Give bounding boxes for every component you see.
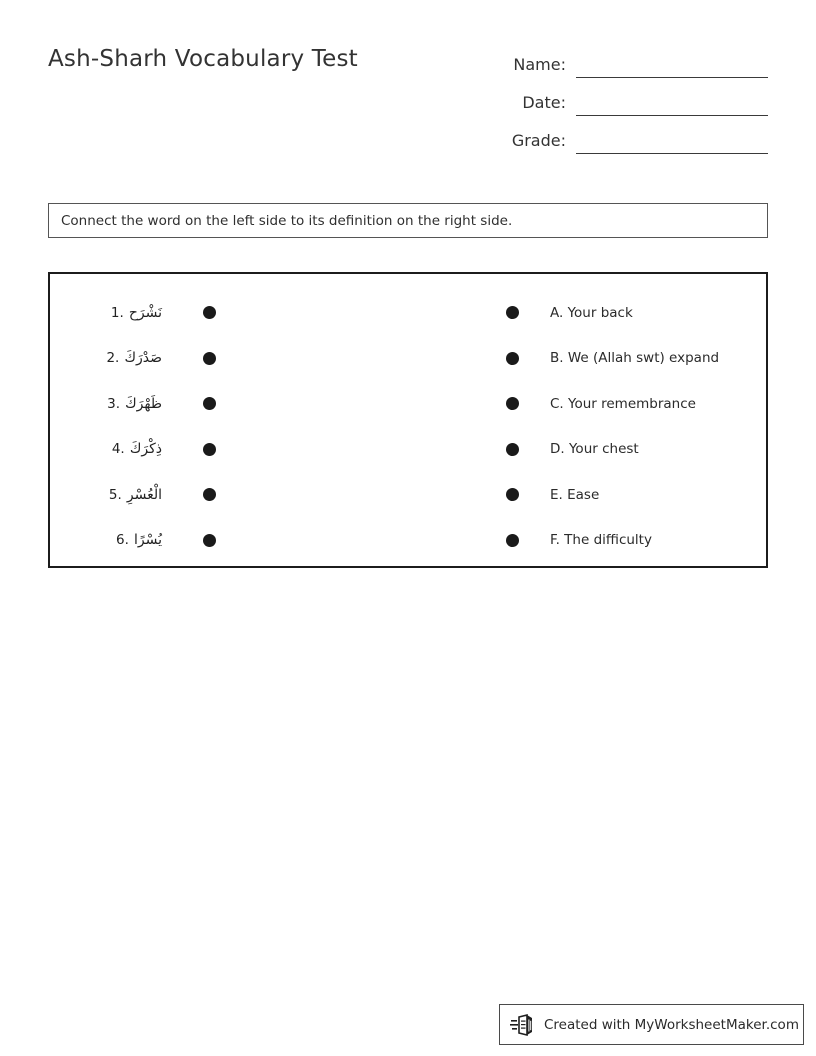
matching-exercise-box xyxy=(48,272,768,568)
right-definition-cell-1 xyxy=(506,305,766,321)
date-input-line[interactable] xyxy=(576,93,768,116)
left-item-term-2: صَدْرَكَ xyxy=(124,350,162,367)
right-connector-dot-f[interactable] xyxy=(506,534,519,547)
footer-badge[interactable] xyxy=(499,1004,804,1045)
table-row xyxy=(50,336,766,382)
right-definition-cell-3 xyxy=(506,396,766,412)
right-definition-cell-4 xyxy=(506,441,766,457)
right-item-definition-f: F. The difficulty xyxy=(550,532,652,549)
right-item-definition-a: A. Your back xyxy=(550,304,633,321)
table-row xyxy=(50,518,766,564)
left-item-number-6: 6. xyxy=(116,532,129,549)
right-connector-dot-d[interactable] xyxy=(506,443,519,456)
name-label: Name: xyxy=(513,55,566,74)
right-item-definition-b: B. We (Allah swt) expand xyxy=(550,350,720,367)
footer-badge-text: Created with MyWorksheetMaker.com xyxy=(544,1016,799,1033)
left-term-cell-1 xyxy=(50,303,162,322)
left-item-number-1: 1. xyxy=(110,304,124,321)
left-connector-dot-1[interactable] xyxy=(203,306,216,319)
left-connector-dot-5[interactable] xyxy=(203,488,216,501)
worksheet-maker-logo-icon xyxy=(510,1012,536,1038)
grade-input-line[interactable] xyxy=(576,131,768,154)
left-connector-dot-2[interactable] xyxy=(203,352,216,365)
worksheet-header xyxy=(48,40,768,170)
instruction-text: Connect the word on the left side to its definition on the right side. xyxy=(61,212,513,229)
left-item-number-5: 5. xyxy=(108,486,122,503)
grade-label: Grade: xyxy=(511,131,566,150)
table-row xyxy=(50,427,766,473)
right-definition-cell-5 xyxy=(506,487,766,503)
left-term-cell-3 xyxy=(50,394,162,413)
table-row xyxy=(50,290,766,336)
student-info-fields xyxy=(448,40,768,154)
right-connector-dot-a[interactable] xyxy=(506,306,519,319)
right-item-definition-d: D. Your chest xyxy=(550,441,639,458)
right-definition-cell-2 xyxy=(506,350,766,366)
right-item-definition-e: E. Ease xyxy=(550,486,600,503)
field-row-date xyxy=(448,78,768,116)
left-term-cell-6 xyxy=(50,531,162,550)
table-row xyxy=(50,472,766,518)
matching-grid xyxy=(50,290,766,563)
right-connector-dot-e[interactable] xyxy=(506,488,519,501)
left-item-term-5: الْعُسْرِ xyxy=(126,486,162,503)
table-row xyxy=(50,381,766,427)
left-item-term-3: ظَهْرَكَ xyxy=(125,395,162,412)
left-item-number-3: 3. xyxy=(107,395,121,412)
left-term-cell-2 xyxy=(50,349,162,368)
name-input-line[interactable] xyxy=(576,55,768,78)
left-connector-dot-4[interactable] xyxy=(203,443,216,456)
left-connector-dot-3[interactable] xyxy=(203,397,216,410)
right-connector-dot-c[interactable] xyxy=(506,397,519,410)
left-item-term-6: يُسْرًا xyxy=(134,532,162,549)
left-term-cell-4 xyxy=(50,440,162,459)
page-title: Ash-Sharh Vocabulary Test xyxy=(48,46,358,72)
left-term-cell-5 xyxy=(50,485,162,504)
right-definition-cell-6 xyxy=(506,532,766,548)
instruction-box xyxy=(48,203,768,238)
left-connector-dot-6[interactable] xyxy=(203,534,216,547)
date-label: Date: xyxy=(522,93,566,112)
field-row-name xyxy=(448,40,768,78)
field-row-grade xyxy=(448,116,768,154)
left-item-number-2: 2. xyxy=(106,350,120,367)
left-item-number-4: 4. xyxy=(111,441,125,458)
left-item-term-4: ذِكْرَكَ xyxy=(129,441,162,458)
right-item-definition-c: C. Your remembrance xyxy=(550,395,696,412)
right-connector-dot-b[interactable] xyxy=(506,352,519,365)
left-item-term-1: نَشْرَح xyxy=(128,304,162,321)
